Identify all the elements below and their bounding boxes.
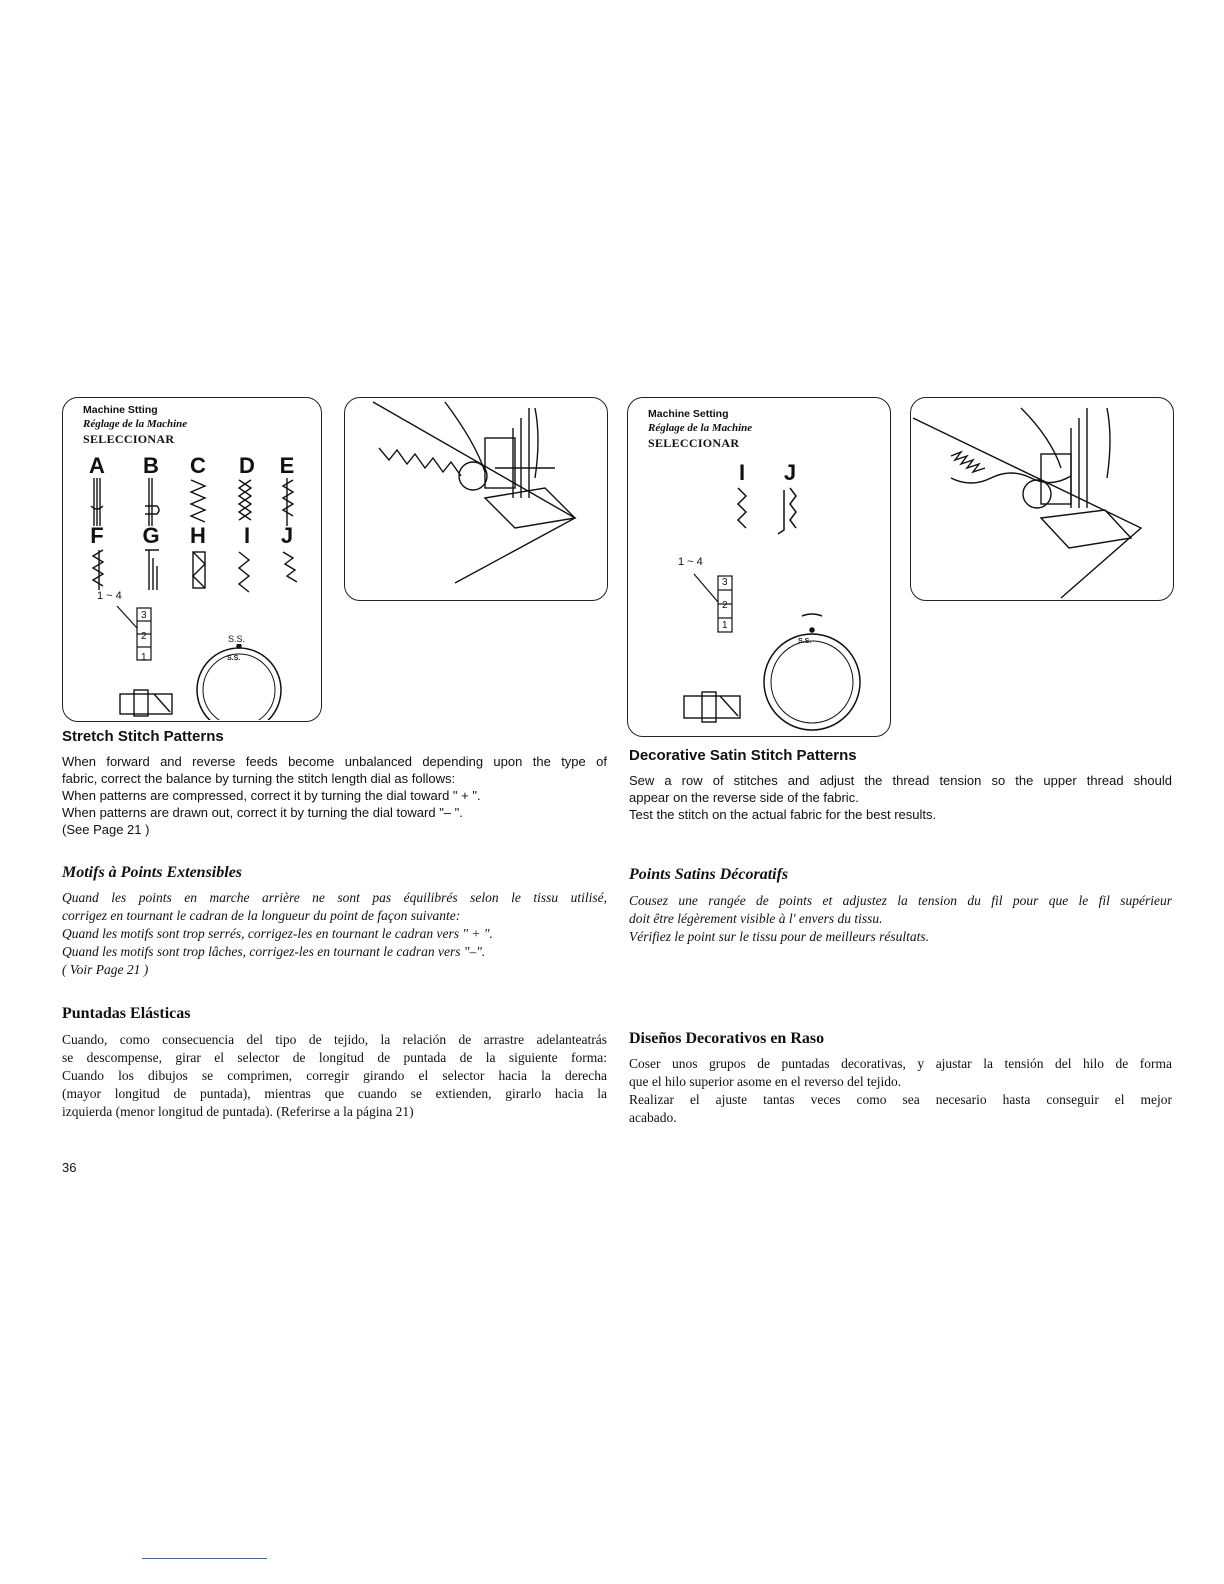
puntadas-line-3: Cuando los dibujos se comprimen, corregir girando el selector hacia la derecha bbox=[62, 1068, 607, 1083]
stitch-width-dial-icon-right bbox=[758, 610, 868, 734]
puntadas-paragraph bbox=[62, 1031, 607, 1121]
puntadas-line-2: se descompense, girar el selector de longitud de puntada de la siguiente forma: bbox=[62, 1050, 607, 1065]
sewing-illustration-left bbox=[344, 397, 608, 601]
dial-ss-mark-right: S.S. bbox=[798, 638, 812, 645]
stretch-paragraph bbox=[62, 753, 607, 838]
puntadas-line-1: Cuando, como consecuencia del tipo de tejido, la relación de arrastre adelanteatrás bbox=[62, 1032, 607, 1047]
points-satins-heading: Points Satins Décoratifs bbox=[629, 866, 789, 883]
setting-label-es: SELECCIONAR bbox=[83, 432, 175, 446]
dial-scale-3: 3 bbox=[141, 610, 147, 621]
setting-label-en-right: Machine Setting bbox=[648, 408, 729, 420]
footnote-separator bbox=[142, 1558, 267, 1559]
disenos-heading: Diseños Decorativos en Raso bbox=[629, 1030, 825, 1047]
disenos-paragraph bbox=[629, 1055, 1172, 1127]
stitch-length-dial-icon bbox=[115, 604, 165, 664]
setting-label-fr-right: Réglage de la Machine bbox=[648, 422, 753, 434]
satin-sewing-illustration bbox=[911, 398, 1173, 600]
setting-label-fr: Réglage de la Machine bbox=[83, 418, 188, 430]
disenos-line-3: Realizar el ajuste tantas veces como sea necesario hasta conseguir el mejor bbox=[629, 1092, 1172, 1107]
points-satins-line-2: doit être légèrement visible à l' envers du tissu. bbox=[629, 911, 883, 926]
points-satins-line-1: Cousez une rangée de points et adjustez la tension du fil pour que le fil supérieur bbox=[629, 893, 1172, 908]
ss-label: S.S. bbox=[228, 634, 246, 644]
presser-foot-icon bbox=[118, 688, 178, 718]
disenos-line-1: Coser unos grupos de puntadas decorativas, y ajustar la tensión del hilo de forma bbox=[629, 1056, 1172, 1071]
dial-ss-mark: S.S. bbox=[227, 655, 241, 662]
puntadas-line-5: izquierda (menor longitud de puntada). (Referirse a la página 21) bbox=[62, 1104, 414, 1119]
motifs-line-3: Quand les motifs sont trop serrés, corrigez-les en tournant le cadran vers " + ". bbox=[62, 926, 493, 941]
pattern-letter-g: G bbox=[142, 523, 160, 548]
stretch-line-5: (See Page 21 ) bbox=[62, 822, 150, 837]
disenos-line-2: que el hilo superior asome en el reverso del tejido. bbox=[629, 1074, 902, 1089]
pattern-letter-j-right: J bbox=[783, 460, 797, 485]
presser-foot-icon-right bbox=[682, 690, 746, 724]
pattern-letter-d: D bbox=[239, 453, 255, 478]
stretch-line-4: When patterns are drawn out, correct it by turning the dial toward "– ". bbox=[62, 805, 463, 820]
machine-setting-panel-left bbox=[62, 397, 322, 722]
setting-label-en: Machine Stting bbox=[83, 404, 158, 416]
points-satins-paragraph bbox=[629, 892, 1172, 946]
decorative-paragraph bbox=[629, 772, 1172, 823]
decorative-line-2: appear on the reverse side of the fabric. bbox=[629, 790, 859, 805]
stretch-line-1: When forward and reverse feeds become unbalanced depending upon the type of bbox=[62, 754, 607, 769]
disenos-line-4: acabado. bbox=[629, 1110, 677, 1125]
decorative-heading: Decorative Satin Stitch Patterns bbox=[629, 747, 857, 764]
pattern-letter-e: E bbox=[279, 453, 295, 478]
pattern-letter-i-right: I bbox=[738, 460, 746, 485]
decorative-line-1: Sew a row of stitches and adjust the thread tension so the upper thread should bbox=[629, 773, 1172, 788]
points-satins-line-3: Vérifiez le point sur le tissu pour de meilleurs résultats. bbox=[629, 929, 929, 944]
decorative-line-3: Test the stitch on the actual fabric for the best results. bbox=[629, 807, 937, 822]
dial-scale-1-right: 1 bbox=[722, 620, 728, 631]
dial-scale-2: 2 bbox=[141, 631, 147, 642]
motifs-heading: Motifs à Points Extensibles bbox=[62, 864, 243, 881]
pattern-letter-j: J bbox=[280, 523, 294, 548]
pattern-letter-c: C bbox=[190, 453, 206, 478]
sewing-illustration-right bbox=[910, 397, 1174, 601]
setting-label-es-right: SELECCIONAR bbox=[648, 436, 740, 450]
dial-scale-3-right: 3 bbox=[722, 577, 728, 588]
puntadas-heading: Puntadas Elásticas bbox=[62, 1005, 191, 1022]
satin-stitch-icons bbox=[724, 486, 814, 536]
dial-scale-1: 1 bbox=[141, 652, 147, 663]
motifs-line-4: Quand les motifs sont trop lâches, corrigez-les en tournant le cadran vers "–". bbox=[62, 944, 486, 959]
pattern-letter-h: H bbox=[190, 523, 206, 548]
page-number: 36 bbox=[62, 1160, 77, 1175]
motifs-paragraph bbox=[62, 889, 607, 979]
machine-setting-panel-right bbox=[627, 397, 891, 737]
motifs-line-1: Quand les points en marche arrière ne sont pas équilibrés selon le tissu utilisé, bbox=[62, 890, 607, 905]
dial-scale-2-right: 2 bbox=[722, 600, 728, 611]
stretch-heading: Stretch Stitch Patterns bbox=[62, 728, 224, 745]
pattern-letter-a: A bbox=[89, 453, 105, 478]
motifs-line-2: corrigez en tournant le cadran de la longueur du point de façon suivante: bbox=[62, 908, 461, 923]
length-range-label-right: 1 ~ 4 bbox=[678, 556, 703, 568]
pattern-letter-b: B bbox=[143, 453, 159, 478]
stretch-line-2: fabric, correct the balance by turning the stitch length dial as follows: bbox=[62, 771, 456, 786]
length-range-label: 1 ~ 4 bbox=[97, 590, 122, 602]
pattern-letter-i: I bbox=[243, 523, 251, 548]
sewing-machine-foot-illustration bbox=[345, 398, 607, 600]
motifs-line-5: ( Voir Page 21 ) bbox=[62, 962, 149, 977]
puntadas-line-4: (mayor longitud de puntada), mientras que cuando se extienden, girarlo hacia la bbox=[62, 1086, 607, 1101]
stretch-line-3: When patterns are compressed, correct it by turning the dial toward " + ". bbox=[62, 788, 481, 803]
stitch-length-dial-icon-right bbox=[692, 572, 742, 636]
pattern-letter-f: F bbox=[90, 523, 104, 548]
